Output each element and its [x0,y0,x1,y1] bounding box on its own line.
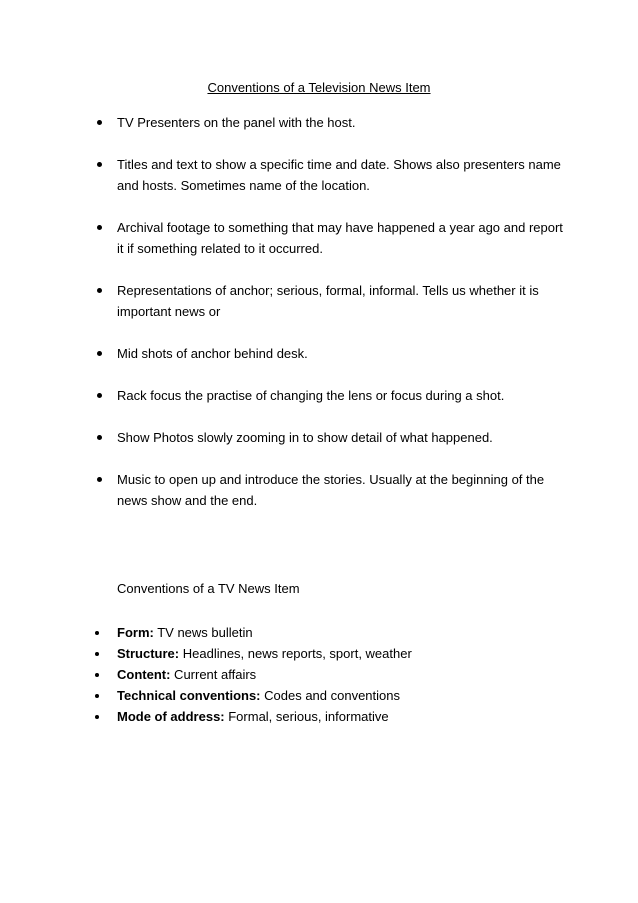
summary-value: Codes and conventions [260,688,400,703]
bullet-dot-icon [97,225,102,230]
bullet-dot-icon [97,393,102,398]
bullet-dot-icon [95,673,99,677]
summary-list [95,622,565,727]
bullet-item [95,112,565,133]
bullet-dot-icon [97,477,102,482]
bullet-dot-icon [95,694,99,698]
summary-label: Mode of address: [117,709,225,724]
bullet-dot-icon [95,715,99,719]
summary-label: Form: [117,625,154,640]
bullet-dot-icon [95,631,99,635]
bullet-dot-icon [97,120,102,125]
bullet-item [95,469,565,511]
summary-label: Content: [117,667,171,682]
bullet-text: Titles and text to show a specific time and date. Shows also presenters name and hosts. Sometimes name of the location. [117,157,561,193]
bullet-item [95,427,565,448]
summary-item-technical-conventions [95,685,565,706]
bullet-text: Rack focus the practise of changing the lens or focus during a shot. [117,388,505,403]
bullet-text: Music to open up and introduce the stories. Usually at the beginning of the news show and the end. [117,472,545,508]
conventions-bullet-list [95,112,565,532]
bullet-item [95,385,565,406]
bullet-dot-icon [97,435,102,440]
bullet-dot-icon [97,162,102,167]
bullet-text: Mid shots of anchor behind desk. [117,346,308,361]
summary-item-mode-of-address [95,706,565,727]
bullet-text: Representations of anchor; serious, formal, informal. Tells us whether it is important news or [117,283,539,319]
summary-label: Structure: [117,646,180,661]
bullet-item [95,280,565,322]
bullet-text: TV Presenters on the panel with the host. [117,115,356,130]
summary-item-structure [95,643,565,664]
bullet-text: Archival footage to something that may have happened a year ago and report it if something related to it occurred. [117,220,563,256]
summary-label: Technical conventions: [117,688,261,703]
summary-value: Headlines, news reports, sport, weather [179,646,412,661]
bullet-item [95,217,565,259]
bullet-dot-icon [97,351,102,356]
summary-value: Current affairs [170,667,257,682]
bullet-dot-icon [95,652,99,656]
bullet-text: Show Photos slowly zooming in to show detail of what happened. [117,430,493,445]
summary-value: Formal, serious, informative [224,709,389,724]
summary-value: TV news bulletin [153,625,253,640]
bullet-item [95,154,565,196]
bullet-dot-icon [97,288,102,293]
summary-heading: Conventions of a TV News Item [117,581,300,596]
bullet-item [95,343,565,364]
summary-item-content [95,664,565,685]
document-title: Conventions of a Television News Item [207,80,431,95]
summary-item-form [95,622,565,643]
